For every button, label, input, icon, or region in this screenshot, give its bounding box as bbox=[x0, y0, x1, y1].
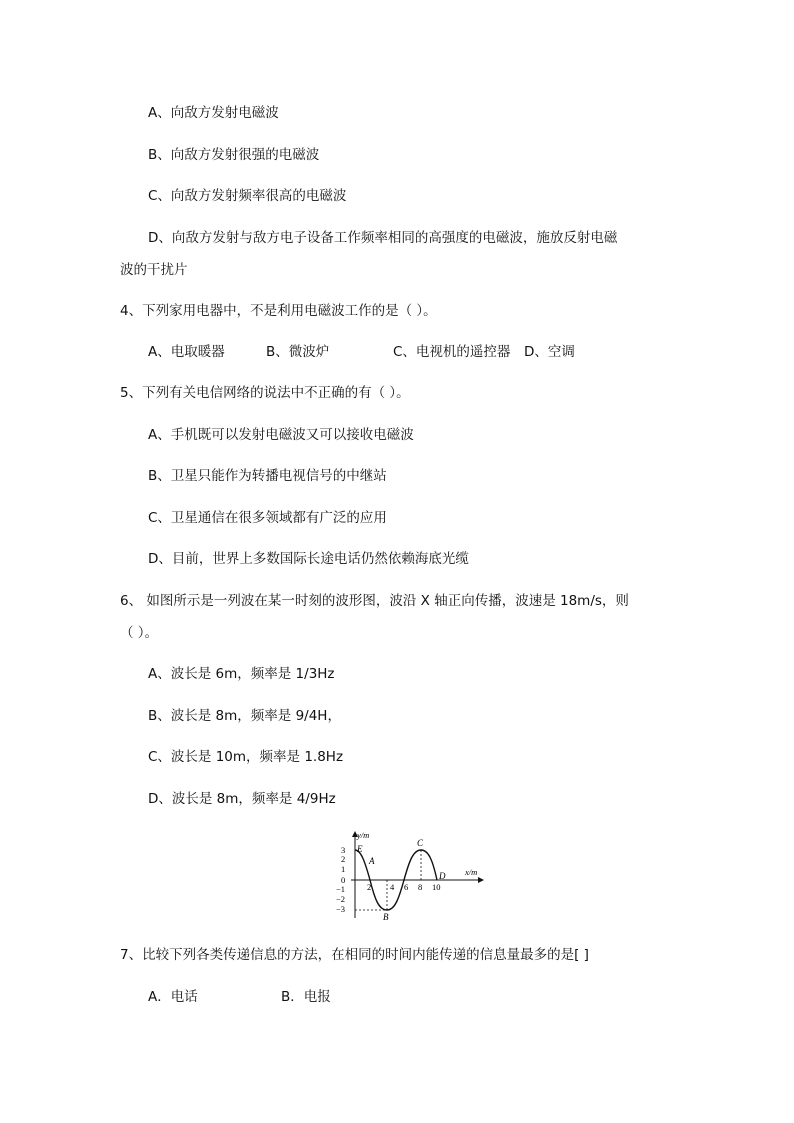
q6-stem-line2: （ ）。 bbox=[120, 625, 159, 641]
q4-stem: 4、下列家用电器中，不是利用电磁波工作的是（ ）。 bbox=[120, 303, 437, 319]
q3-option-c: C、向敌方发射频率很高的电磁波 bbox=[148, 188, 347, 204]
q6-option-d: D、波长是 8m，频率是 4/9Hz bbox=[148, 791, 336, 807]
x-tick-4: 4 bbox=[390, 882, 395, 892]
x-tick-8: 8 bbox=[418, 882, 423, 892]
q5-option-b: B、卫星只能作为转播电视信号的中继站 bbox=[148, 468, 387, 484]
q5-option-a: A、手机既可以发射电磁波又可以接收电磁波 bbox=[148, 427, 414, 443]
point-label-a: A bbox=[369, 856, 375, 866]
y-tick-3: 3 bbox=[341, 845, 346, 855]
q5-stem: 5、下列有关电信网络的说法中不正确的有（ ）。 bbox=[120, 385, 410, 401]
y-tick-m3: −3 bbox=[336, 904, 346, 914]
q4-option-a: A、电取暖器 bbox=[148, 344, 225, 360]
y-tick-2: 2 bbox=[341, 854, 346, 864]
x-tick-2: 2 bbox=[367, 882, 372, 892]
x-axis-label: x/m bbox=[465, 867, 478, 877]
q7-option-a: A．电话 bbox=[148, 989, 198, 1005]
q5-option-d: D、目前，世界上多数国际长途电话仍然依赖海底光缆 bbox=[148, 551, 469, 567]
y-tick-0: 0 bbox=[341, 875, 346, 885]
y-tick-m1: −1 bbox=[336, 884, 346, 894]
point-label-d: D bbox=[439, 871, 446, 881]
q7-stem: 7、比较下列各类传递信息的方法，在相同的时间内能传递的信息量最多的是[ ] bbox=[120, 947, 589, 963]
q3-option-d-line1: D、向敌方发射与敌方电子设备工作频率相同的高强度的电磁波，施放反射电磁 bbox=[148, 230, 618, 246]
x-tick-6: 6 bbox=[404, 882, 409, 892]
y-axis-label: y/m bbox=[357, 830, 370, 840]
q4-option-c: C、电视机的遥控器 bbox=[393, 344, 511, 360]
q4-option-d: D、空调 bbox=[524, 344, 575, 360]
q6-option-a: A、波长是 6m，频率是 1/3Hz bbox=[148, 666, 335, 682]
q4-option-b: B、微波炉 bbox=[266, 344, 330, 360]
y-tick-m2: −2 bbox=[336, 894, 346, 904]
point-label-b: B bbox=[383, 912, 389, 922]
q6-option-c: C、波长是 10m，频率是 1.8Hz bbox=[148, 749, 344, 765]
q5-option-c: C、卫星通信在很多领域都有广泛的应用 bbox=[148, 510, 387, 526]
y-tick-1: 1 bbox=[341, 864, 346, 874]
q3-option-d-line2: 波的干扰片 bbox=[120, 262, 188, 278]
q6-stem-line1: 6、 如图所示是一列波在某一时刻的波形图，波沿 X 轴正向传播，波速是 18m/s，则 bbox=[120, 593, 629, 609]
q7-option-b: B．电报 bbox=[281, 989, 331, 1005]
x-tick-10: 10 bbox=[432, 882, 441, 892]
point-label-c: C bbox=[417, 838, 424, 848]
point-label-e: E bbox=[357, 844, 363, 854]
q3-option-b: B、向敌方发射很强的电磁波 bbox=[148, 147, 320, 163]
q6-option-b: B、波长是 8m，频率是 9/4H， bbox=[148, 708, 341, 724]
q3-option-a: A、向敌方发射电磁波 bbox=[148, 105, 279, 121]
wave-figure bbox=[333, 828, 493, 922]
